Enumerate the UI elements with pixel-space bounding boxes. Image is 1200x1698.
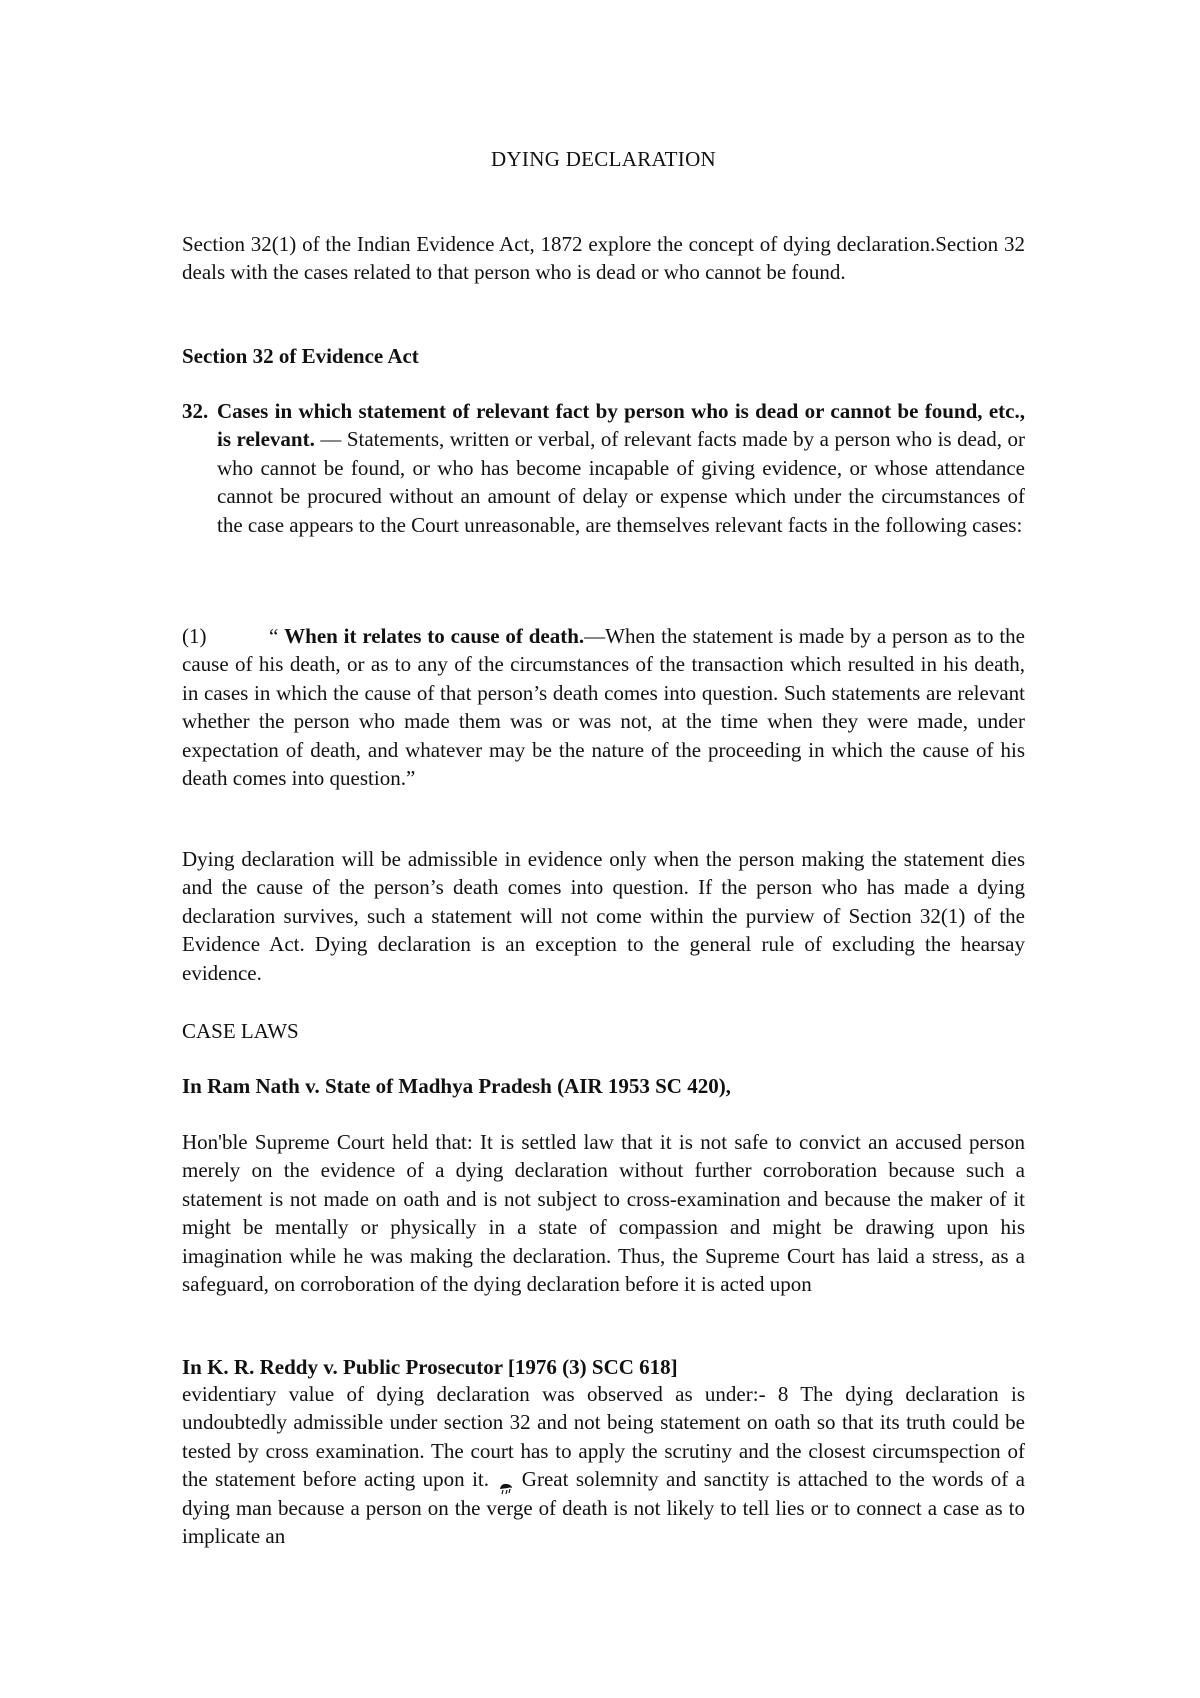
wingding-glyph-icon bbox=[498, 1474, 514, 1488]
clause-open-quote: “ bbox=[269, 624, 285, 648]
case-1-heading: In Ram Nath v. State of Madhya Pradesh (AIR 1953 SC 420), bbox=[182, 1074, 731, 1098]
clause-1-body: —When the statement is made by a person as to the cause of his death, or as to any of the circumstances of the transaction which resulted in his death, in cases in which the cause of that person’s death comes into question. Such statements are relevant whether the person who made them was or was not, at the time when they were made, under expectation of death, and whatever may be the nature of the proceeding in which the cause of his death comes into question.” bbox=[182, 624, 1025, 791]
section-number: 32. bbox=[182, 399, 209, 423]
section-32-body: — Statements, written or verbal, of relevant facts made by a person who is dead, or who cannot be found, or who has become incapable of giving evidence, or whose attendance cannot be procured without an amount of delay or expense which under the circumstances of the case appears to the Court unreasonable, are themselves relevant facts in the following cases: bbox=[217, 427, 1025, 537]
admissibility-paragraph: Dying declaration will be admissible in evidence only when the person making the statement dies and the cause of the person’s death comes into question. If the person who has made a dying declaration survives, such a statement will not come within the purview of Section 32(1) of the Evidence Act. Dying declaration is an exception to the general rule of excluding the hearsay evidence. bbox=[182, 847, 1025, 985]
case-2-text bbox=[182, 1380, 1025, 1550]
case-laws-heading: CASE LAWS bbox=[182, 1019, 299, 1043]
clause-number: (1) bbox=[182, 624, 207, 648]
clause-1-paragraph bbox=[182, 622, 1025, 792]
case-1-text: Hon'ble Supreme Court held that: It is settled law that it is not safe to convict an accused person merely on the evidence of a dying declaration without further corroboration because such a statement is not made on oath and is not subject to cross-examination and because the maker of it might be mentally or physically in a state of compassion and might be drawing upon his imagination while he was making the declaration. Thus, the Supreme Court has laid a stress, as a safeguard, on corroboration of the dying declaration before it is acted upon bbox=[182, 1130, 1025, 1297]
case-2-text-part-1: evidentiary value of dying declaration was observed as under:- 8 The dying declaration is undoubtedly admissible under section 32 and not being statement on oath so that its truth could be tested by cross examination. The court has to apply the scrutiny and the closest circumspection of the statement before acting upon it. bbox=[182, 1382, 1025, 1492]
case-2-text-part-2: Great solemnity and sanctity is attached to the words of a dying man because a person on the verge of death is not likely to tell lies or to connect a case as to implicate an bbox=[182, 1467, 1025, 1549]
section-32-text bbox=[182, 397, 1025, 539]
clause-1-bold-heading: When it relates to cause of death. bbox=[284, 624, 585, 648]
intro-paragraph: Section 32(1) of the Indian Evidence Act, 1872 explore the concept of dying declaration.Section 32 deals with the cases related to that person who is dead or who cannot be found. bbox=[182, 232, 1025, 285]
case-2-heading: In K. R. Reddy v. Public Prosecutor [1976 (3) SCC 618] bbox=[182, 1355, 678, 1379]
section-32-bold-heading: Cases in which statement of relevant fact by person who is dead or cannot be found, etc., is relevant. bbox=[217, 399, 1025, 452]
document-title: DYING DECLARATION bbox=[491, 147, 716, 171]
section-heading: Section 32 of Evidence Act bbox=[182, 344, 419, 368]
